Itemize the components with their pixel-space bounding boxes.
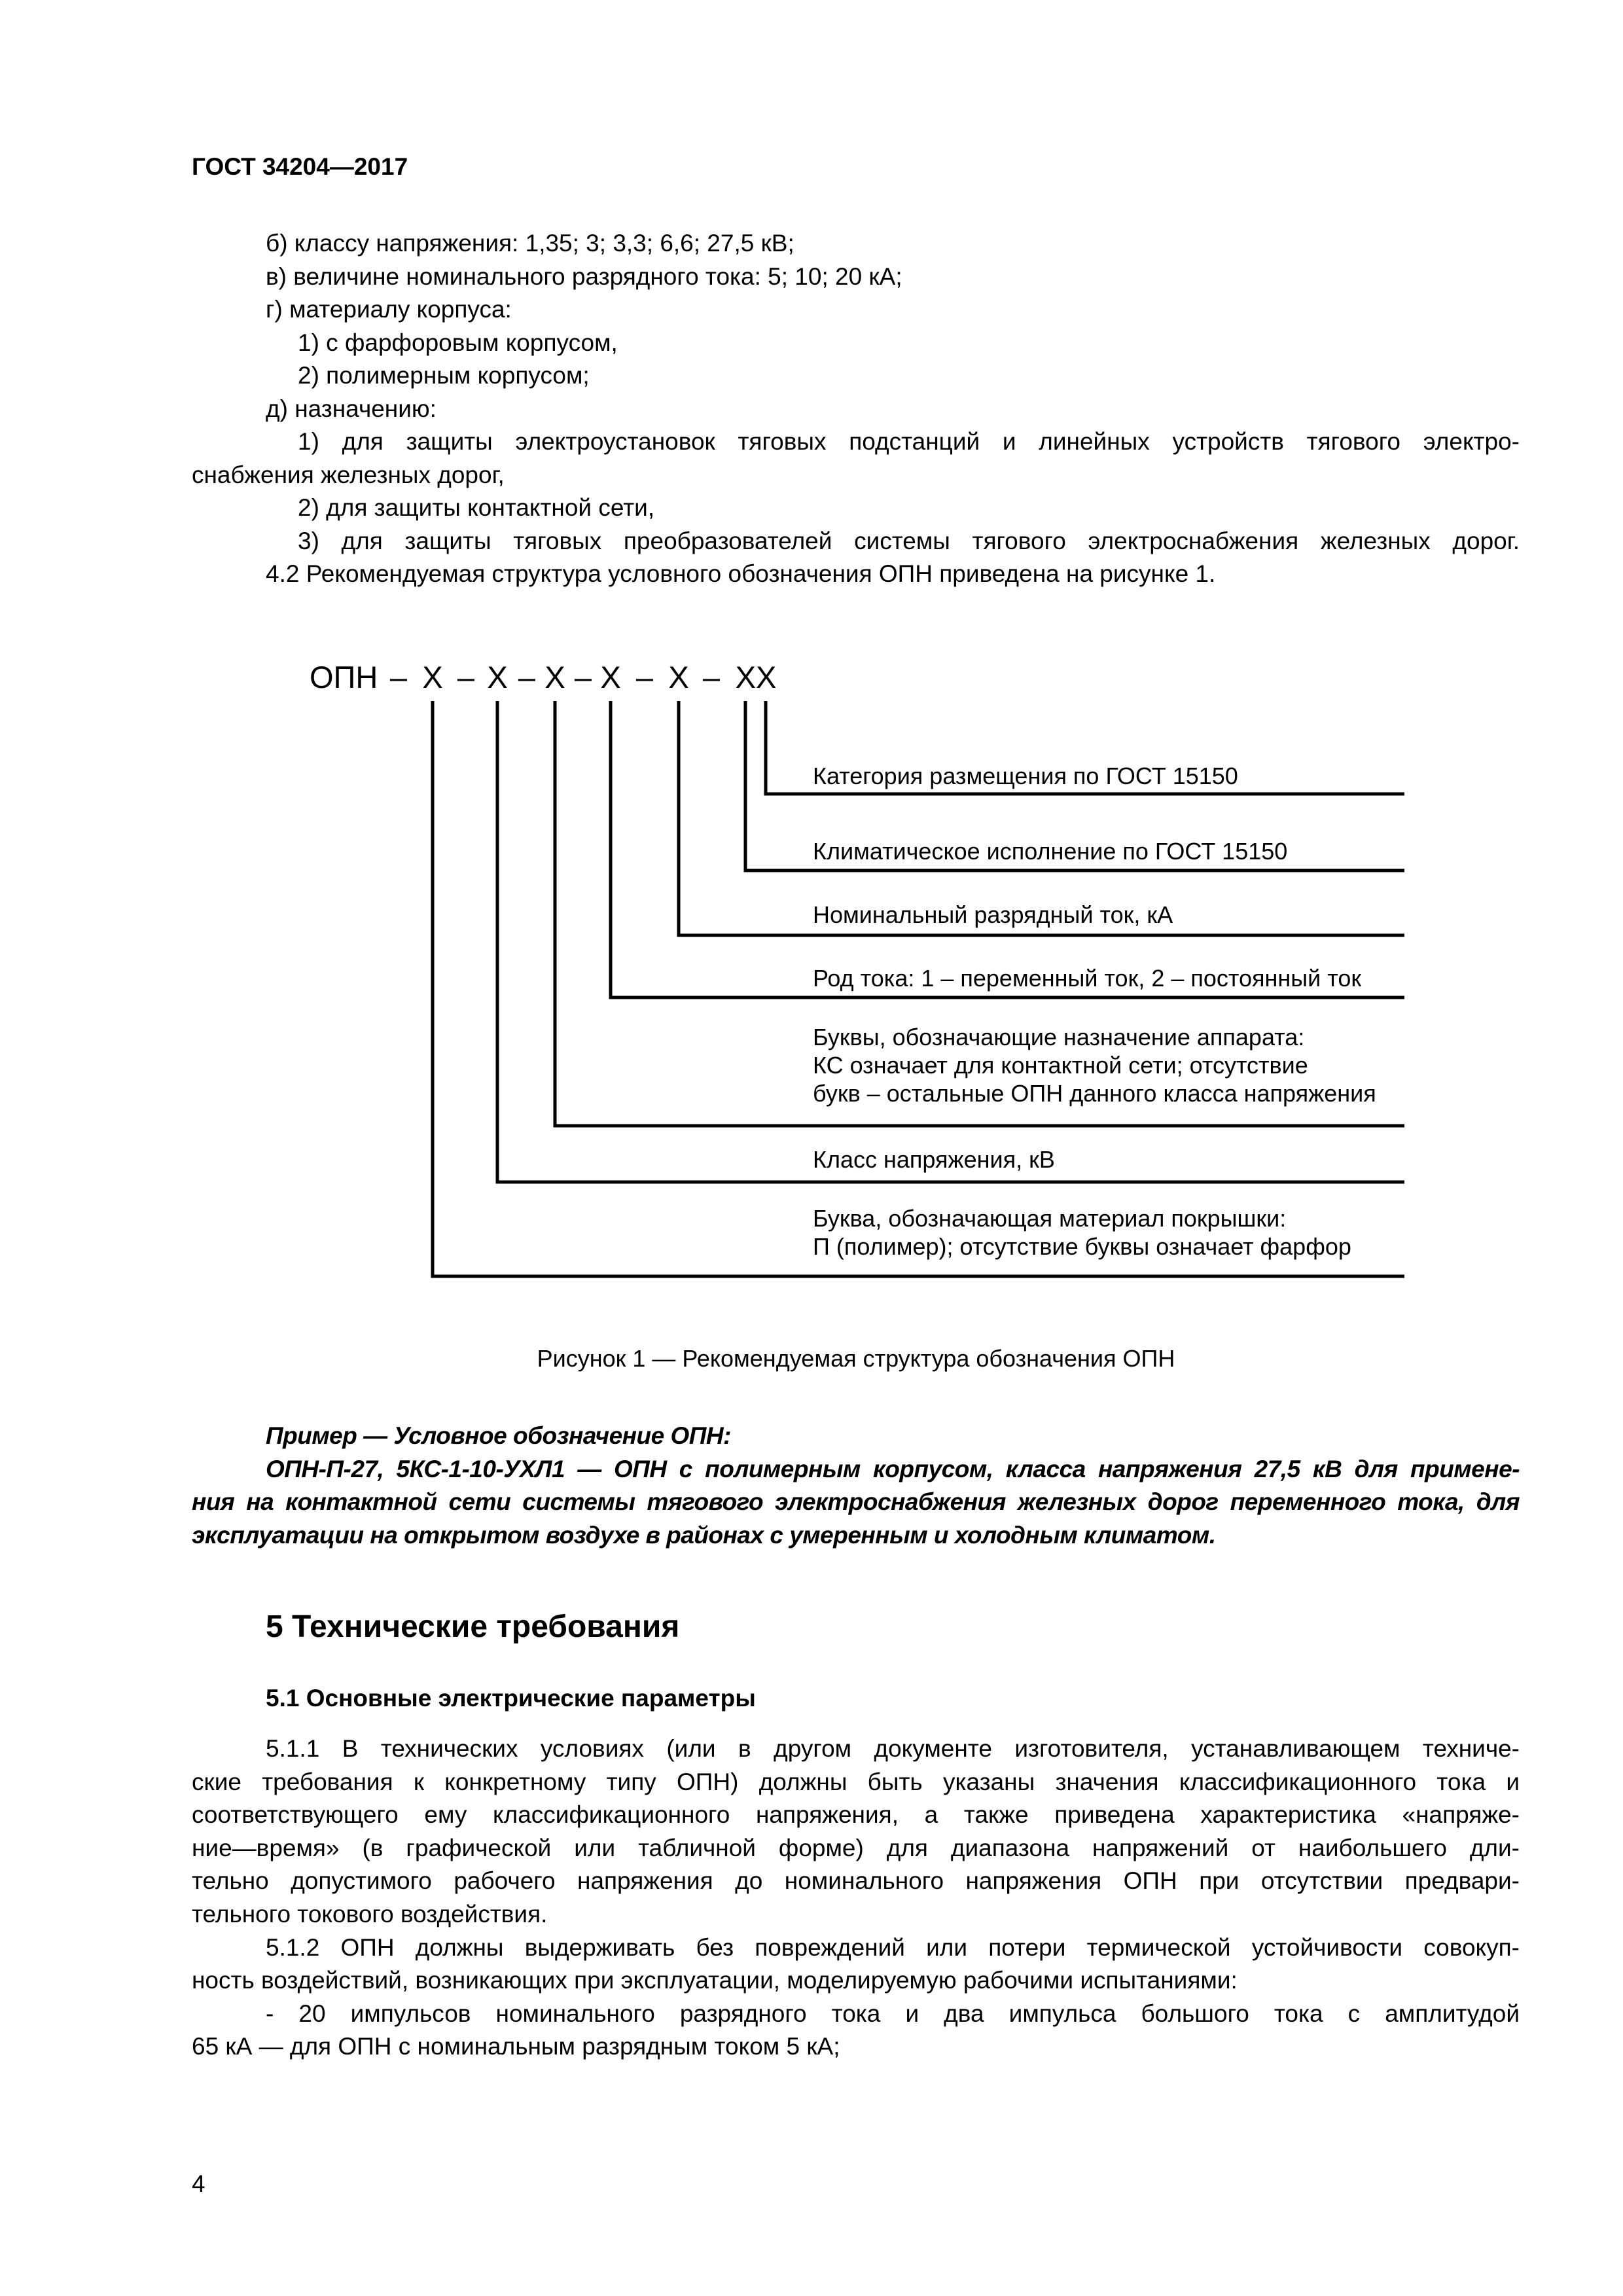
text-line: 3) для защиты тяговых преобразователей системы тягового электроснабжения железных дорог. bbox=[298, 527, 1520, 554]
code-part: Х bbox=[487, 660, 508, 694]
code-prefix: ОПН bbox=[310, 660, 378, 694]
code-dash: – bbox=[702, 660, 721, 694]
text-line: ские требования к конкретному типу ОПН) должны быть указаны значения классификационного тока и bbox=[192, 1768, 1520, 1795]
code-dash: – bbox=[635, 660, 654, 694]
text-line: 2) для защиты контактной сети, bbox=[298, 494, 655, 521]
diagram-label-line: КС означает для контактной сети; отсутствие bbox=[813, 1052, 1308, 1079]
diagram-label-line: букв – остальные ОПН данного класса напряжения bbox=[813, 1080, 1376, 1107]
diagram-label bbox=[813, 837, 1287, 865]
text-line: 5.1.2 ОПН должны выдерживать без повреждений или потери термической устойчивости совокуп- bbox=[266, 1933, 1520, 1961]
example-block bbox=[192, 1420, 1520, 1552]
text-line: 1) для защиты электроустановок тяговых подстанций и линейных устройств тягового электро- bbox=[298, 428, 1520, 455]
text-line: ние—время» (в графической или табличной форме) для диапазона напряжений от наибольшего дли- bbox=[192, 1834, 1520, 1861]
diagram-label bbox=[813, 1023, 1376, 1107]
diagram-label bbox=[813, 964, 1361, 992]
subsection-heading: 5.1 Основные электрические параметры bbox=[266, 1685, 756, 1712]
example-line: эксплуатации на открытом воздухе в районах с умеренным и холодным климатом. bbox=[192, 1521, 1216, 1549]
text-line: 1) с фарфоровым корпусом, bbox=[298, 329, 618, 356]
diagram-label-line: Категория размещения по ГОСТ 15150 bbox=[813, 762, 1238, 789]
text-line: ность воздействий, возникающих при эксплуатации, моделируемую рабочими испытаниями: bbox=[192, 1967, 1238, 1994]
diagram-label bbox=[813, 762, 1238, 790]
diagram-label-line: Буквы, обозначающие назначение аппарата: bbox=[813, 1024, 1305, 1050]
text-line: г) материалу корпуса: bbox=[266, 296, 512, 323]
code-part: Х bbox=[600, 660, 621, 694]
code-part: Х bbox=[668, 660, 689, 694]
text-line: соответствующего ему классификационного напряжения, а также приведена характеристика «напряже- bbox=[192, 1801, 1520, 1829]
code-part: Х bbox=[422, 660, 443, 694]
text-line: 65 кА — для ОПН с номинальным разрядным током 5 кА; bbox=[192, 2033, 840, 2060]
code-dash: – bbox=[389, 660, 408, 694]
text-line: 5.1.1 В технических условиях (или в другом документе изготовителя, устанавливающем техниче- bbox=[266, 1735, 1520, 1762]
code-dash: – bbox=[457, 660, 475, 694]
figure-caption: Рисунок 1 — Рекомендуемая структура обозначения ОПН bbox=[537, 1345, 1175, 1372]
diagram-label-line: Буква, обозначающая материал покрышки: bbox=[813, 1205, 1287, 1232]
diagram-label-line: Род тока: 1 – переменный ток, 2 – постоянный ток bbox=[813, 965, 1362, 992]
text-line: д) назначению: bbox=[266, 395, 437, 422]
code-part: Х bbox=[544, 660, 565, 694]
diagram-label-line: Климатическое исполнение по ГОСТ 15150 bbox=[813, 838, 1288, 865]
code-part: ХХ bbox=[735, 660, 777, 694]
diagram-label-line: П (полимер); отсутствие буквы означает фарфор bbox=[813, 1233, 1351, 1260]
example-line: ОПН-П-27, 5КС-1-10-УХЛ1 — ОПН с полимерным корпусом, класса напряжения 27,5 кВ для примене- bbox=[266, 1455, 1520, 1482]
code-dash: – bbox=[574, 660, 592, 694]
text-line: - 20 импульсов номинального разрядного тока и два импульса большого тока с амплитудой bbox=[266, 2000, 1520, 2027]
example-line: ния на контактной сети системы тягового электроснабжения железных дорог переменного тока, для bbox=[192, 1488, 1520, 1515]
text-line: б) классу напряжения: 1,35; 3; 3,3; 6,6; 27,5 кВ; bbox=[266, 230, 794, 257]
text-line: тельно допустимого рабочего напряжения до номинального напряжения ОПН при отсутствии предвари- bbox=[192, 1867, 1520, 1895]
section-body bbox=[192, 1732, 1520, 2064]
diagram-label-line: Класс напряжения, кВ bbox=[813, 1146, 1055, 1173]
page-number: 4 bbox=[192, 2170, 205, 2197]
diagram-label bbox=[813, 1145, 1055, 1174]
diagram-label bbox=[813, 1204, 1351, 1261]
text-line: тельного токового воздействия. bbox=[192, 1900, 548, 1928]
text-line: в) величине номинального разрядного тока: 5; 10; 20 кА; bbox=[266, 262, 902, 290]
section-heading: 5 Технические требования bbox=[266, 1609, 680, 1644]
code-dash: – bbox=[518, 660, 536, 694]
text-line: 2) полимерным корпусом; bbox=[298, 362, 590, 389]
diagram-label-line: Номинальный разрядный ток, кА bbox=[813, 901, 1173, 928]
text-line: снабжения железных дорог, bbox=[192, 461, 505, 488]
diagram-label bbox=[813, 901, 1173, 929]
document-code-header: ГОСТ 34204—2017 bbox=[192, 153, 408, 180]
example-title: Пример — Условное обозначение ОПН: bbox=[266, 1422, 731, 1449]
text-line: 4.2 Рекомендуемая структура условного обозначения ОПН приведена на рисунке 1. bbox=[266, 560, 1216, 587]
